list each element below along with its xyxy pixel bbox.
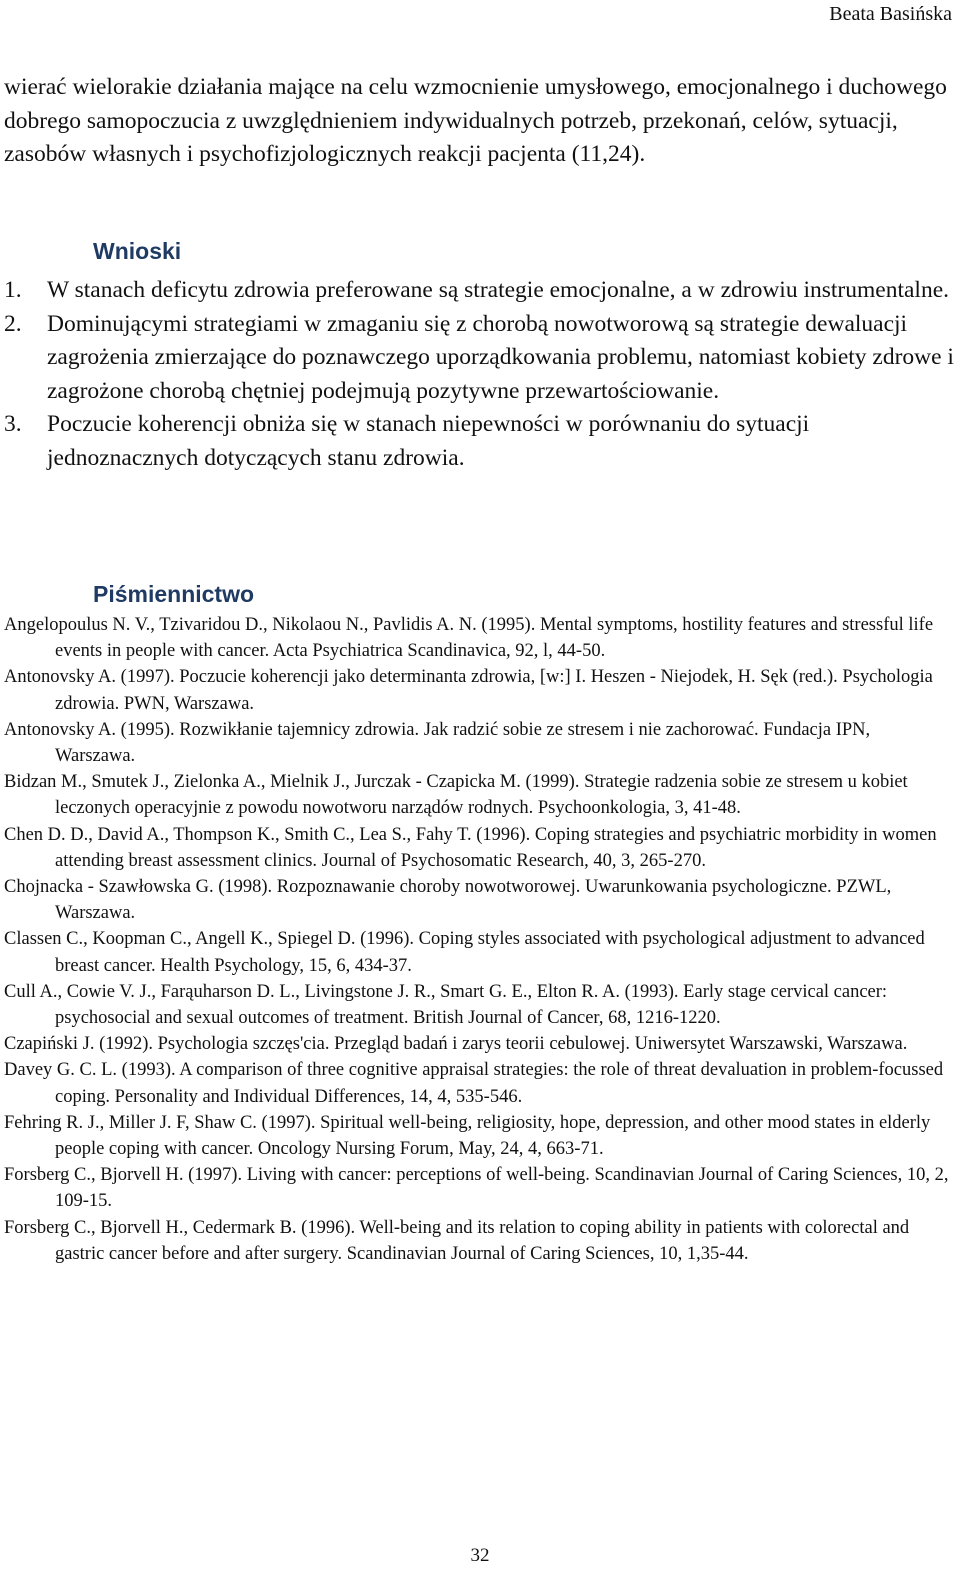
- conclusion-text: Poczucie koherencji obniża się w stanach niepewności w porównaniu do sytuacji jednoznacznych dotyczących stanu zdrowia.: [47, 411, 810, 471]
- references-heading: Piśmiennictwo: [93, 581, 255, 607]
- conclusion-item: [4, 408, 954, 475]
- conclusion-number: 2.: [4, 310, 22, 337]
- conclusion-number: 3.: [4, 411, 22, 437]
- reference-entry: Chen D. D., David A., Thompson K., Smith C., Lea S., Fahy T. (1996). Coping strategies and psychiatric morbidity in women attending breast assessment clinics. Journal of Psychosomatic Research, 40, 3, 265-270.: [4, 824, 937, 871]
- page-number: 32: [470, 1545, 490, 1566]
- reference-entry: Bidzan M., Smutek J., Zielonka A., Mielnik J., Jurczak - Czapicka M. (1999). Strategie radzenia sobie ze stresem u kobiet leczonych operacyjnie z powodu nowotworu narządów rodnych. Psychoonkologia, 3, 41-48.: [4, 772, 908, 819]
- conclusion-item: [4, 274, 954, 308]
- reference-entry: Antonovsky A. (1997). Poczucie koherencji jako determinanta zdrowia, [w:] I. Heszen - Niejodek, H. Sęk (red.). Psychologia zdrowia. PWN, Warszawa.: [4, 667, 933, 714]
- conclusion-number: 1.: [4, 277, 22, 303]
- references-list: [4, 612, 949, 1267]
- reference-entry: Czapiński J. (1992). Psychologia szczęs'cia. Przegląd badań i zarys teorii cebulowej. Uniwersytet Warszawski, Warszawa.: [4, 1034, 908, 1055]
- conclusion-text: W stanach deficytu zdrowia preferowane są strategie emocjonalne, a w zdrowiu instrumentalne.: [47, 277, 949, 303]
- reference-entry: Forsberg C., Bjorvell H. (1997). Living with cancer: perceptions of well-being. Scandinavian Journal of Caring Sciences, 10, 2, 109-15.: [4, 1165, 949, 1212]
- conclusions-heading: Wnioski: [93, 238, 182, 264]
- reference-entry: Antonovsky A. (1995). Rozwikłanie tajemnicy zdrowia. Jak radzić sobie ze stresem i nie zachorować. Fundacja IPN, Warszawa.: [4, 719, 871, 767]
- reference-entry: Classen C., Koopman C., Angell K., Spiegel D. (1996). Coping styles associated with psychological adjustment to advanced breast cancer. Health Psychology, 15, 6, 434-37.: [4, 929, 925, 976]
- conclusion-text: Dominującymi strategiami w zmaganiu się z chorobą nowotworową są strategie dewaluacji zagrożenia zmierzające do poznawczego uporządkowania problemu, natomiast kobiety zdrowe i zagrożone chorobą chętniej podejmują pozytywne przewartościowanie.: [47, 310, 954, 404]
- conclusion-item: [4, 308, 954, 409]
- conclusions-list: [4, 274, 954, 475]
- reference-entry: Chojnacka - Szawłowska G. (1998). Rozpoznawanie choroby nowotworowej. Uwarunkowania psychologiczne. PZWL, Warszawa.: [4, 877, 892, 924]
- reference-entry: Davey G. C. L. (1993). A comparison of three cognitive appraisal strategies: the role of threat devaluation in problem-focussed coping. Personality and Individual Differences, 14, 4, 535-546.: [4, 1060, 944, 1107]
- reference-entry: Fehring R. J., Miller J. F, Shaw C. (1997). Spiritual well-being, religiosity, hope, depression, and other mood states in elderly people coping with cancer. Oncology Nursing Forum, May, 24, 4, 663-71.: [4, 1112, 931, 1160]
- intro-paragraph: wierać wielorakie działania mające na celu wzmocnienie umysłowego, emocjonalnego i duchowego dobrego samopoczucia z uwzględnieniem indywidualnych potrzeb, przekonań, celów, sytuacji, zasobów własnych i psychofizjologicznych reakcji pacjenta (11,24).: [4, 74, 947, 167]
- reference-entry: Forsberg C., Bjorvell H., Cedermark B. (1996). Well-being and its relation to coping ability in patients with colorectal and gastric cancer before and after surgery. Scandinavian Journal of Caring Sciences, 10, 1,35-44.: [4, 1217, 910, 1264]
- reference-entry: Angelopoulus N. V., Tzivaridou D., Nikolaou N., Pavlidis A. N. (1995). Mental symptoms, hostility features and stressful life events in people with cancer. Acta Psychiatrica Scandinavica, 92, l, 44-50.: [4, 615, 934, 662]
- running-header-author: Beata Basińska: [829, 3, 952, 25]
- reference-entry: Cull A., Cowie V. J., Farąuharson D. L., Livingstone J. R., Smart G. E., Elton R. A. (1993). Early stage cervical cancer: psychosocial and sexual outcomes of treatment. British Journal of Cancer, 68, 1216-1220.: [4, 981, 888, 1029]
- intro-paragraph-block: [4, 71, 954, 172]
